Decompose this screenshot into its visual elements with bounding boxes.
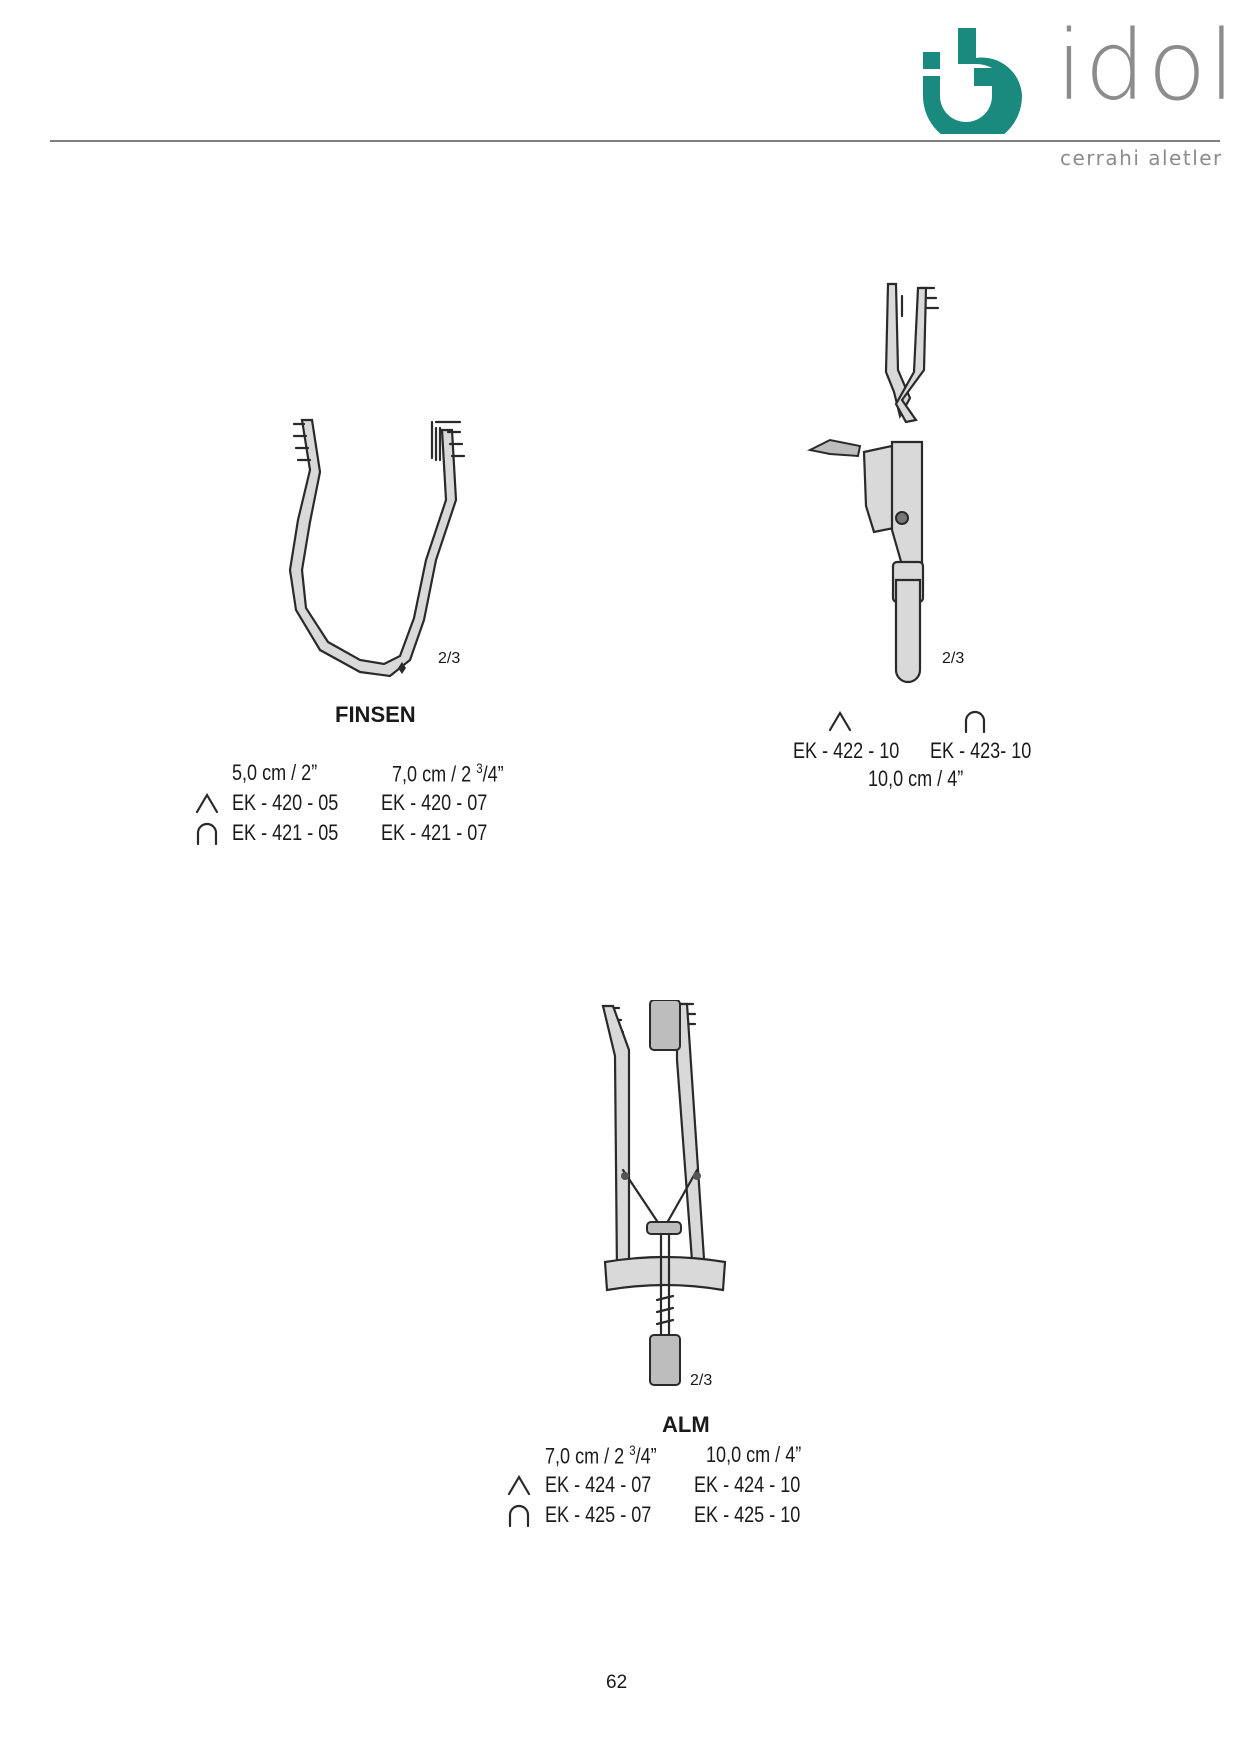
- sharp-prongs-icon: [827, 708, 853, 734]
- finsen-size-2: 7,0 cm / 2 $^3$/4”: [392, 760, 504, 787]
- alm-scale-label: 2/3: [690, 1372, 713, 1389]
- finsen-scale-label: 2/3: [438, 650, 461, 667]
- finsen-sharp-code-b: EK - 420 - 07: [381, 790, 488, 815]
- item2-sharp-code: EK - 422 - 10: [793, 738, 900, 763]
- item2-size: 10,0 cm / 4”: [868, 766, 964, 791]
- alm-sharp-code-a: EK - 424 - 07: [545, 1472, 652, 1497]
- alm-blunt-code-a: EK - 425 - 07: [545, 1502, 652, 1527]
- sharp-prongs-icon: [506, 1472, 532, 1498]
- finsen-retractor-illustration: [260, 410, 470, 690]
- page-number: 62: [606, 1672, 628, 1693]
- alm-title: ALM: [662, 1412, 710, 1437]
- logo-tagline: cerrahi aletler: [1060, 146, 1223, 170]
- item2-blunt-code: EK - 423- 10: [930, 738, 1032, 763]
- finsen-sharp-code-a: EK - 420 - 05: [232, 790, 339, 815]
- finsen-blunt-code-a: EK - 421 - 05: [232, 820, 339, 845]
- logo-wordmark: idol: [1056, 10, 1238, 122]
- alm-size-1: 7,0 cm / 2 $^3$/4”: [545, 1442, 657, 1469]
- alm-retractor-illustration: [595, 1000, 735, 1400]
- header-rule: [50, 140, 1220, 142]
- sharp-prongs-icon: [194, 790, 220, 816]
- brand-logo-mark: [918, 24, 1058, 134]
- blunt-prongs-icon: [962, 708, 988, 734]
- alm-sharp-code-b: EK - 424 - 10: [694, 1472, 801, 1497]
- alm-size-2: 10,0 cm / 4”: [706, 1442, 802, 1467]
- self-retaining-retractor-illustration: [800, 280, 960, 690]
- blunt-prongs-icon: [194, 820, 220, 846]
- finsen-blunt-code-b: EK - 421 - 07: [381, 820, 488, 845]
- finsen-title: FINSEN: [335, 702, 416, 727]
- alm-blunt-code-b: EK - 425 - 10: [694, 1502, 801, 1527]
- finsen-size-1: 5,0 cm / 2”: [232, 760, 318, 785]
- blunt-prongs-icon: [506, 1502, 532, 1528]
- item2-scale-label: 2/3: [942, 650, 965, 667]
